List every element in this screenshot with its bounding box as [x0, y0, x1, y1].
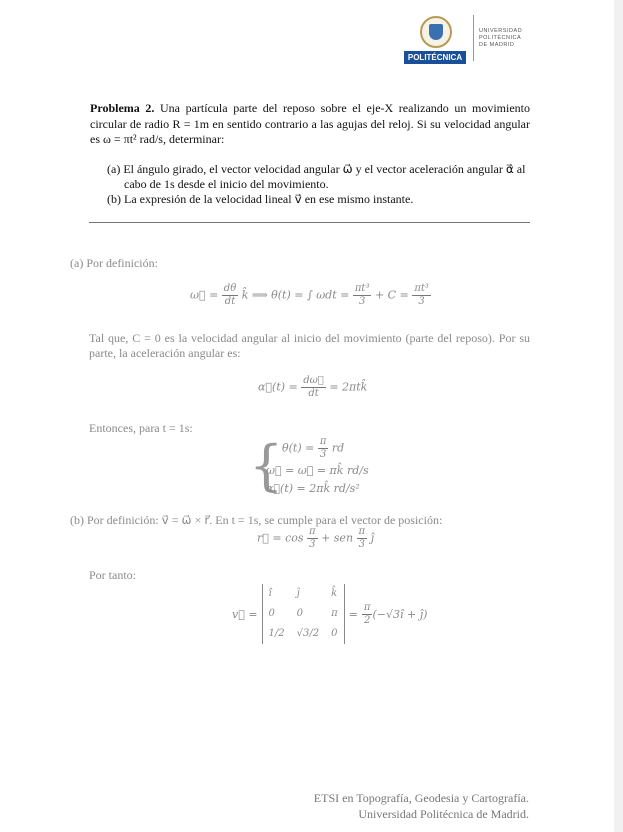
- problem-text: Una partícula parte del reposo sobre el eje-X realizando un movimiento circular de radio R = 1m en sentido contrario a las agujas del reloj. Si su velocidad angular es ω = πt² rad/s, determinar:: [90, 101, 530, 146]
- item-a: (a) El ángulo girado, el vector velocidad angular ω⃗ y el vector aceleración angular α⃗ al cabo de 1s desde el inicio del movimiento.: [107, 162, 526, 191]
- footer-line-1: ETSI en Topografía, Geodesia y Cartografía.: [313, 791, 529, 805]
- solution-text-2: Entonces, para t = 1s:: [89, 421, 193, 435]
- equation-omega: ω⃗ = $\frac{d\theta}{dt}$ k̂ ⟹ θ(t) = ∫ ωdt = $\frac{\text{πt³}}{3}$ + C = $\frac{\text{πt³}}{3}$: [190, 283, 429, 307]
- footer-line-2: Universidad Politécnica de Madrid.: [358, 807, 529, 821]
- seal-icon: [420, 16, 452, 48]
- equation-alpha: α⃗(t) = $\frac{d\omega⃗}{dt}$ = 2πtk̂: [258, 375, 368, 399]
- problem-items: [107, 162, 532, 207]
- page-edge: [614, 0, 623, 832]
- equation-velocity: v⃗ = î ĵ k̂ 0 0 π 1/2 √3/2 0 = $\frac{\pi}{2}$ (−√3î + ĵ): [232, 584, 427, 644]
- problem-label: Problema 2.: [90, 101, 155, 115]
- solution-text-1: Tal que, C = 0 es la velocidad angular al inicio del movimiento (parte del reposo). Por su parte, la aceleración angular es:: [89, 331, 530, 360]
- solution-a-heading: (a) Por definición:: [70, 256, 158, 270]
- divider: [89, 222, 530, 223]
- item-b: (b) La expresión de la velocidad lineal v⃗ en ese mismo instante.: [107, 192, 414, 206]
- university-logo: [404, 14, 466, 62]
- system-line-3: α⃗(t) = 2πk̂ rd/s²: [266, 482, 360, 495]
- logo-divider: [473, 15, 474, 61]
- logo-text: UNIVERSIDAD POLITÉCNICA DE MADRID: [479, 28, 523, 48]
- problem-statement: [90, 101, 530, 148]
- logo-band: POLITÉCNICA: [404, 51, 466, 64]
- system-line-1: θ(t) = $\frac{\pi}{3}$ rd: [282, 436, 345, 460]
- system-brace: {: [249, 434, 284, 497]
- solution-b-heading: (b) Por definición: v⃗ = ω⃗ × r⃗. En t = 1s, se cumple para el vector de posición:: [70, 513, 443, 527]
- solution-text-3: Por tanto:: [89, 568, 136, 582]
- equation-position: r⃗ = cos $\frac{\pi}{3}$ + sen $\frac{\pi}{3}$ ĵ: [257, 526, 375, 550]
- footer: [314, 790, 529, 822]
- system-line-2: ω⃗ = ω⃗ = πk̂ rd/s: [266, 464, 369, 477]
- determinant-matrix: î ĵ k̂ 0 0 π 1/2 √3/2 0: [262, 584, 345, 644]
